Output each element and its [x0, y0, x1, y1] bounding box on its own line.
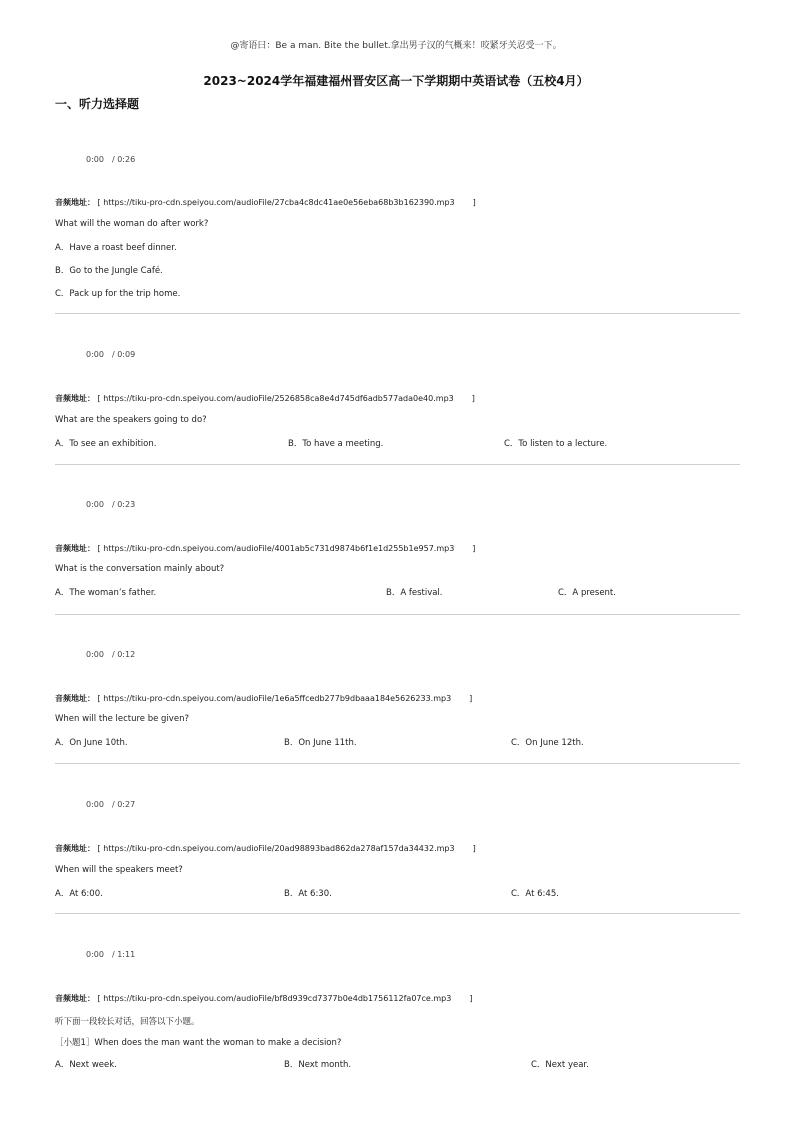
- option-a[interactable]: A．On June 10th.: [55, 738, 128, 748]
- audio-url-close: ]: [472, 544, 476, 553]
- audio-player[interactable]: [86, 350, 135, 359]
- section-heading: 一、听力选择题: [55, 97, 140, 111]
- audio-current-time: 0:00: [86, 800, 104, 809]
- option-c[interactable]: C．Pack up for the trip home.: [55, 289, 181, 299]
- audio-player[interactable]: [86, 155, 135, 164]
- option-a[interactable]: A．Next week.: [55, 1060, 117, 1070]
- divider: [55, 913, 740, 914]
- audio-url-link[interactable]: [ https://tiku-pro-cdn.speiyou.com/audioFile/27cba4c8dc41ae0e56eba68b3b162390.mp3: [97, 198, 455, 207]
- option-c[interactable]: C．At 6:45.: [511, 889, 559, 899]
- audio-url-close: ]: [469, 994, 473, 1003]
- question-text: When will the lecture be given?: [55, 714, 189, 724]
- audio-current-time: 0:00: [86, 950, 104, 959]
- option-b[interactable]: B．To have a meeting.: [288, 439, 384, 449]
- option-b[interactable]: B．A festival.: [386, 588, 443, 598]
- audio-address: [55, 693, 472, 704]
- audio-player[interactable]: [86, 650, 135, 659]
- option-b[interactable]: B．Next month.: [284, 1060, 352, 1070]
- audio-current-time: 0:00: [86, 500, 104, 509]
- audio-address-label: 音频地址：: [55, 844, 95, 853]
- exam-title: 2023~2024学年福建福州晋安区高一下学期期中英语试卷（五校4月）: [203, 74, 589, 88]
- divider: [55, 763, 740, 764]
- audio-player[interactable]: [86, 800, 135, 809]
- divider: [55, 313, 740, 314]
- option-a[interactable]: A．To see an exhibition.: [55, 439, 157, 449]
- question-text: When will the speakers meet?: [55, 865, 183, 875]
- audio-address: [55, 843, 476, 854]
- audio-duration: / 1:11: [111, 950, 136, 959]
- option-b[interactable]: B．At 6:30.: [284, 889, 332, 899]
- option-a[interactable]: A．The woman’s father.: [55, 588, 157, 598]
- question-text: ［小题1］When does the man want the woman to make a decision?: [55, 1038, 342, 1048]
- divider: [55, 464, 740, 465]
- audio-url-close: ]: [472, 198, 476, 207]
- option-c[interactable]: C．Next year.: [531, 1060, 589, 1070]
- option-a[interactable]: A．At 6:00.: [55, 889, 103, 899]
- audio-address-label: 音频地址：: [55, 394, 95, 403]
- audio-address: [55, 393, 475, 404]
- audio-url-link[interactable]: [ https://tiku-pro-cdn.speiyou.com/audioFile/2526858ca8e4d745df6adb577ada0e40.mp3: [97, 394, 454, 403]
- option-c[interactable]: C．To listen to a lecture.: [504, 439, 608, 449]
- audio-url-link[interactable]: [ https://tiku-pro-cdn.speiyou.com/audioFile/4001ab5c731d9874b6f1e1d255b1e957.mp3: [97, 544, 455, 553]
- divider: [55, 614, 740, 615]
- audio-current-time: 0:00: [86, 155, 104, 164]
- audio-address-label: 音频地址：: [55, 544, 95, 553]
- audio-duration: / 0:09: [111, 350, 136, 359]
- audio-url-link[interactable]: [ https://tiku-pro-cdn.speiyou.com/audioFile/bf8d939cd7377b0e4db1756112fa07ce.mp3: [97, 994, 452, 1003]
- audio-address-label: 音频地址：: [55, 994, 95, 1003]
- option-b[interactable]: B．On June 11th.: [284, 738, 357, 748]
- audio-duration: / 0:26: [111, 155, 136, 164]
- audio-duration: / 0:12: [111, 650, 136, 659]
- dialogue-instruction: 听下面一段较长对话，回答以下小题。: [55, 1017, 200, 1027]
- audio-player[interactable]: [86, 500, 135, 509]
- option-b[interactable]: B．Go to the Jungle Café.: [55, 266, 163, 276]
- audio-url-link[interactable]: [ https://tiku-pro-cdn.speiyou.com/audioFile/1e6a5ffcedb277b9dbaaa184e5626233.mp3: [97, 694, 452, 703]
- question-text: What are the speakers going to do?: [55, 415, 207, 425]
- page-motto: @寄语曰：Be a man. Bite the bullet.拿出男子汉的气概来！咬紧牙关忍受一下。: [230, 41, 562, 51]
- question-text: What will the woman do after work?: [55, 219, 209, 229]
- audio-address: [55, 197, 476, 208]
- audio-duration: / 0:23: [111, 500, 136, 509]
- option-c[interactable]: C．A present.: [558, 588, 616, 598]
- audio-url-close: ]: [471, 394, 475, 403]
- audio-url-link[interactable]: [ https://tiku-pro-cdn.speiyou.com/audioFile/20ad98893bad862da278af157da34432.mp3: [97, 844, 455, 853]
- audio-player[interactable]: [86, 950, 135, 959]
- audio-address-label: 音频地址：: [55, 694, 95, 703]
- audio-current-time: 0:00: [86, 650, 104, 659]
- audio-address: [55, 543, 475, 554]
- audio-duration: / 0:27: [111, 800, 136, 809]
- option-a[interactable]: A．Have a roast beef dinner.: [55, 243, 177, 253]
- audio-address-label: 音频地址：: [55, 198, 95, 207]
- question-text: What is the conversation mainly about?: [55, 564, 225, 574]
- audio-address: [55, 993, 472, 1004]
- audio-url-close: ]: [469, 694, 473, 703]
- option-c[interactable]: C．On June 12th.: [511, 738, 584, 748]
- audio-current-time: 0:00: [86, 350, 104, 359]
- audio-url-close: ]: [472, 844, 476, 853]
